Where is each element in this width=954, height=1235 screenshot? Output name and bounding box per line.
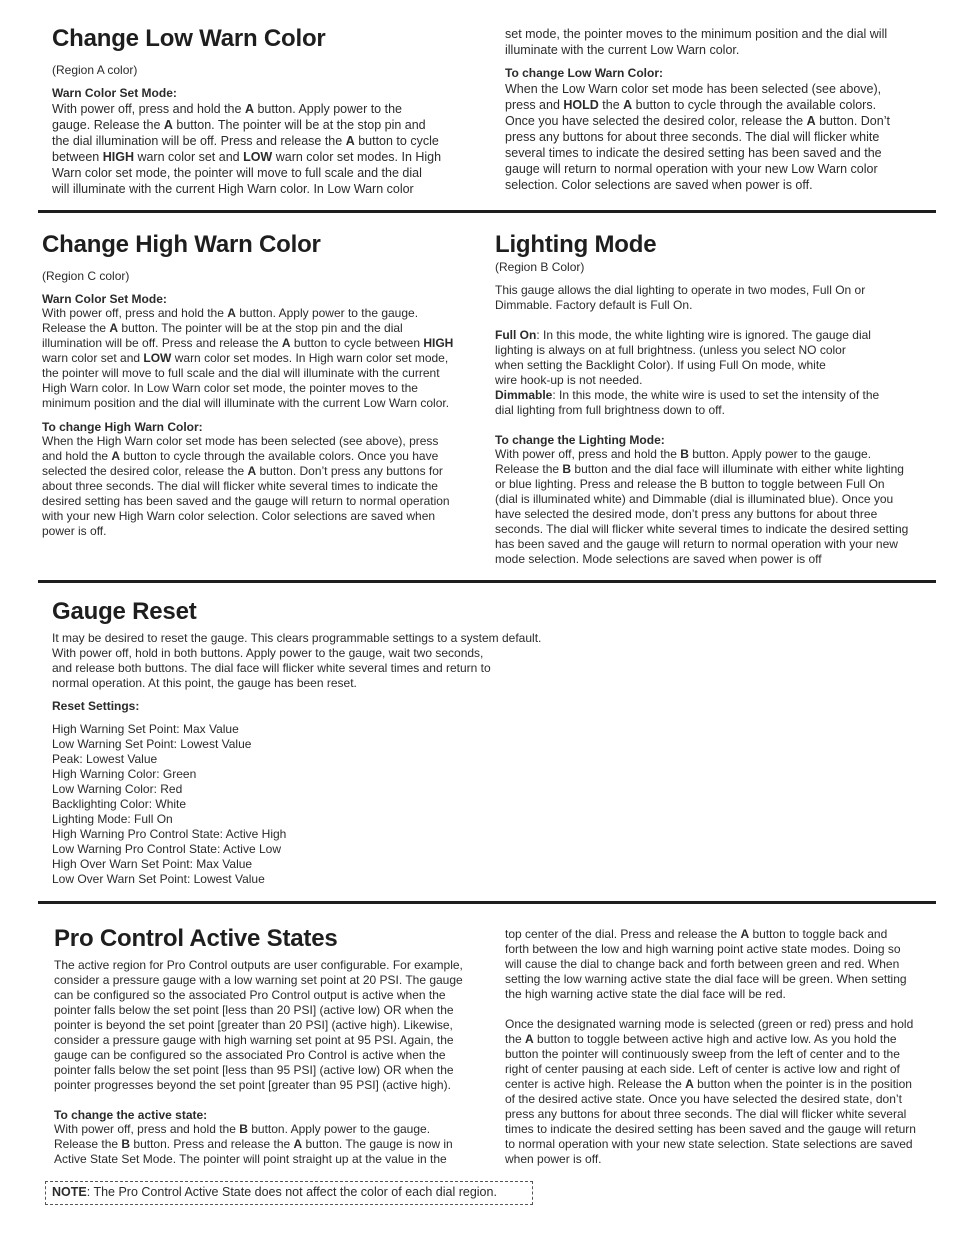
text-line: press and HOLD the A button to cycle through the available colors. <box>505 98 877 112</box>
pro-control-right-text-2 <box>505 1017 916 1167</box>
text-line: consider a pressure gauge with high warning set point at 95 PSI. Again, the <box>54 1033 454 1047</box>
text-line: several times to indicate the desired setting has been saved and the <box>505 146 882 160</box>
text-line: power is off. <box>42 524 107 538</box>
high-warn-title: Change High Warn Color <box>42 231 321 258</box>
text-line: and hold the A button to cycle through the available colors. Once you have <box>42 449 439 463</box>
note-label: NOTE <box>52 1185 87 1199</box>
text-line: the dial illumination will be off. Press and release the A button to cycle <box>52 134 439 148</box>
low-warn-region: (Region A color) <box>52 63 138 77</box>
text-line: button the pointer will continuously sweep from the left of center and to the <box>505 1047 900 1061</box>
text-line: selected the desired color, release the A button. Don’t press any buttons for <box>42 464 443 478</box>
section-divider <box>38 210 936 213</box>
text-line: the pointer will move to full scale and the dial will illuminate with the current <box>42 366 440 380</box>
text-line: press any buttons for about three seconds. The dial will flicker white <box>505 130 880 144</box>
text-line: right of center pausing at each side. Left of center is active low and right of <box>505 1062 900 1076</box>
text-line: about three seconds. The dial will flicker white several times to indicate the <box>42 479 438 493</box>
text-line: top center of the dial. Press and release the A button to toggle back and <box>505 927 888 941</box>
lighting-modes <box>495 328 879 418</box>
text-line: pointer falls below the set point [less than 95 PSI] (active low) OR when the <box>54 1063 454 1077</box>
reset-settings-list <box>52 722 286 887</box>
text-line: desired setting has been saved and the gauge will return to normal operation <box>42 494 450 508</box>
list-item: Low Warning Set Point: Lowest Value <box>52 737 252 751</box>
text-line: With power off, press and hold the A button. Apply power to the <box>52 102 402 116</box>
pro-control-change-heading: To change the active state: <box>54 1108 208 1122</box>
text-line: normal operation. At this point, the gauge has been reset. <box>52 676 357 690</box>
low-warn-change-heading: To change Low Warn Color: <box>505 66 663 80</box>
text-line: With power off, press and hold the A button. Apply power to the gauge. <box>42 306 419 320</box>
section-divider <box>38 580 936 583</box>
text-line: times to indicate the desired setting has been saved and the gauge will return <box>505 1122 916 1136</box>
high-warn-change-text <box>42 434 450 539</box>
text-line: when power is off. <box>505 1152 602 1166</box>
reset-title: Gauge Reset <box>52 598 197 625</box>
pro-control-note <box>45 1181 533 1205</box>
text-line: pointer falls below the set point [less than 20 PSI] (active low) OR when the <box>54 1003 454 1017</box>
low-warn-set-mode-continued <box>505 26 887 58</box>
text-line: gauge can be configured so the associated Pro Control is active when the <box>54 1048 446 1062</box>
text-line: Warn color set mode, the pointer will move to full scale and the dial <box>52 166 422 180</box>
text-line: center is active high. Release the A button when the pointer is in the position <box>505 1077 912 1091</box>
text-line: (dial is illuminated white) and Dimmable (dial is illuminated blue). Once you <box>495 492 894 506</box>
text-line: the A button to toggle between active high and active low. As you hold the <box>505 1032 897 1046</box>
text-line: The active region for Pro Control outputs are user configurable. For example, <box>54 958 463 972</box>
text-line: consider a pressure gauge with a low warning set point at 20 PSI. The gauge <box>54 973 463 987</box>
list-item: Peak: Lowest Value <box>52 752 158 766</box>
text-line: Dimmable: In this mode, the white wire is used to set the intensity of the <box>495 388 880 402</box>
list-item: Low Over Warn Set Point: Lowest Value <box>52 872 265 886</box>
reset-intro <box>52 631 541 691</box>
text-line: Release the B button. Press and release the A button. The gauge is now in <box>54 1137 453 1151</box>
list-item: Backlighting Color: White <box>52 797 187 811</box>
text-line: gauge. Release the A button. The pointer will be at the stop pin and <box>52 118 426 132</box>
text-line: With power off, hold in both buttons. Apply power to the gauge, wait two seconds, <box>52 646 484 660</box>
low-warn-set-mode-heading: Warn Color Set Mode: <box>52 86 177 100</box>
text-line: gauge will return to normal operation with your new Low Warn color <box>505 162 878 176</box>
high-warn-region: (Region C color) <box>42 269 130 283</box>
text-line: pointer is beyond the set point [greater than 20 PSI] (active high). Likewise, <box>54 1018 453 1032</box>
text-line: illumination will be off. Press and release the A button to cycle between HIGH <box>42 336 454 350</box>
low-warn-set-mode-text <box>52 101 441 197</box>
text-line: dial lighting from full brightness down to off. <box>495 403 725 417</box>
text-line: pointer progresses beyond the set point [greater than 95 PSI] (active high). <box>54 1078 451 1092</box>
list-item: High Warning Set Point: Max Value <box>52 722 239 736</box>
text-line: Full On: In this mode, the white lighting wire is ignored. The gauge dial <box>495 328 871 342</box>
list-item: Lighting Mode: Full On <box>52 812 173 826</box>
text-line: Active State Set Mode. The pointer will point straight up at the value in the <box>54 1152 447 1166</box>
text-line: illuminate with the current Low Warn color. <box>505 43 740 57</box>
text-line: When the Low Warn color set mode has been selected (see above), <box>505 82 882 96</box>
text-line: the high warning active state the dial face will be red. <box>505 987 786 1001</box>
text-line: when setting the Backlight Color). If using Full On mode, white <box>495 358 826 372</box>
text-line: have selected the desired mode, don’t press any buttons for about three <box>495 507 878 521</box>
text-line: set mode, the pointer moves to the minimum position and the dial will <box>505 27 888 41</box>
pro-control-change-text <box>54 1122 453 1167</box>
text-line: This gauge allows the dial lighting to operate in two modes, Full On or <box>495 283 866 297</box>
pro-control-intro <box>54 958 463 1093</box>
text-line: setting the low warning active state the dial face will be green. When setting <box>505 972 907 986</box>
text-line: with your new High Warn color selection. Color selections are saved when <box>42 509 436 523</box>
list-item: High Warning Pro Control State: Active High <box>52 827 287 841</box>
pro-control-right-text-1 <box>505 927 907 1002</box>
text-line: Once you have selected the desired color, release the A button. Don’t <box>505 114 890 128</box>
lighting-intro <box>495 283 865 313</box>
text-line: With power off, press and hold the B button. Apply power to the gauge. <box>54 1122 431 1136</box>
text-line: wire hook-up is not needed. <box>495 373 643 387</box>
text-line: and release both buttons. The dial face will flicker white several times and return to <box>52 661 491 675</box>
text-line: seconds. The dial will flicker white several times to indicate the desired setting <box>495 522 909 536</box>
list-item: High Over Warn Set Point: Max Value <box>52 857 253 871</box>
section-divider <box>38 901 936 904</box>
text-line: to normal operation with your new state selection. State selections are saved <box>505 1137 913 1151</box>
text-line: It may be desired to reset the gauge. This clears programmable settings to a system default. <box>52 631 542 645</box>
text-line: Dimmable. Factory default is Full On. <box>495 298 693 312</box>
text-line: lighting is always on at full brightness. (unless you select NO color <box>495 343 846 357</box>
lighting-title: Lighting Mode <box>495 231 657 258</box>
lighting-change-heading: To change the Lighting Mode: <box>495 433 665 447</box>
note-text: : The Pro Control Active State does not affect the color of each dial region. <box>86 1185 497 1199</box>
list-item: High Warning Color: Green <box>52 767 197 781</box>
text-line: Once the designated warning mode is selected (green or red) press and hold <box>505 1017 914 1031</box>
text-line: of the desired active state. Once you have selected the desired state, don’t <box>505 1092 902 1106</box>
list-item: Low Warning Color: Red <box>52 782 183 796</box>
lighting-change-text <box>495 447 908 567</box>
high-warn-set-mode-heading: Warn Color Set Mode: <box>42 292 167 306</box>
low-warn-change-text <box>505 81 890 193</box>
text-line: Release the A button. The pointer will be at the stop pin and the dial <box>42 321 403 335</box>
text-line: High Warn color. In Low Warn color set mode, the pointer moves to the <box>42 381 418 395</box>
text-line: selection. Color selections are saved when power is off. <box>505 178 813 192</box>
pro-control-title: Pro Control Active States <box>54 925 338 952</box>
text-line: press any buttons for about three seconds. The dial will flicker white several <box>505 1107 907 1121</box>
high-warn-set-mode-text <box>42 306 453 411</box>
text-line: has been saved and the gauge will return to normal operation with your new <box>495 537 898 551</box>
text-line: Release the B button and the dial face will illuminate with either white lighting <box>495 462 904 476</box>
text-line: mode selection. Mode selections are saved when power is off <box>495 552 822 566</box>
text-line: will illuminate with the current High Warn color. In Low Warn color <box>52 182 414 196</box>
text-line: between HIGH warn color set and LOW warn color set modes. In High <box>52 150 442 164</box>
text-line: warn color set and LOW warn color set modes. In High warn color set mode, <box>42 351 449 365</box>
text-line: will cause the dial to change back and forth between green and red. When <box>505 957 900 971</box>
lighting-region: (Region B Color) <box>495 260 585 274</box>
high-warn-change-heading: To change High Warn Color: <box>42 420 203 434</box>
low-warn-title: Change Low Warn Color <box>52 25 326 52</box>
text-line: forth between the low and high warning point active state modes. Doing so <box>505 942 901 956</box>
text-line: or blue lighting. Press and release the B button to toggle between Full On <box>495 477 885 491</box>
text-line: When the High Warn color set mode has been selected (see above), press <box>42 434 439 448</box>
text-line: minimum position and the dial will illuminate with the current Low Warn color. <box>42 396 450 410</box>
reset-settings-heading: Reset Settings: <box>52 699 140 713</box>
list-item: Low Warning Pro Control State: Active Low <box>52 842 281 856</box>
text-line: can be configured so the associated Pro Control output is active when the <box>54 988 446 1002</box>
text-line: With power off, press and hold the B button. Apply power to the gauge. <box>495 447 872 461</box>
